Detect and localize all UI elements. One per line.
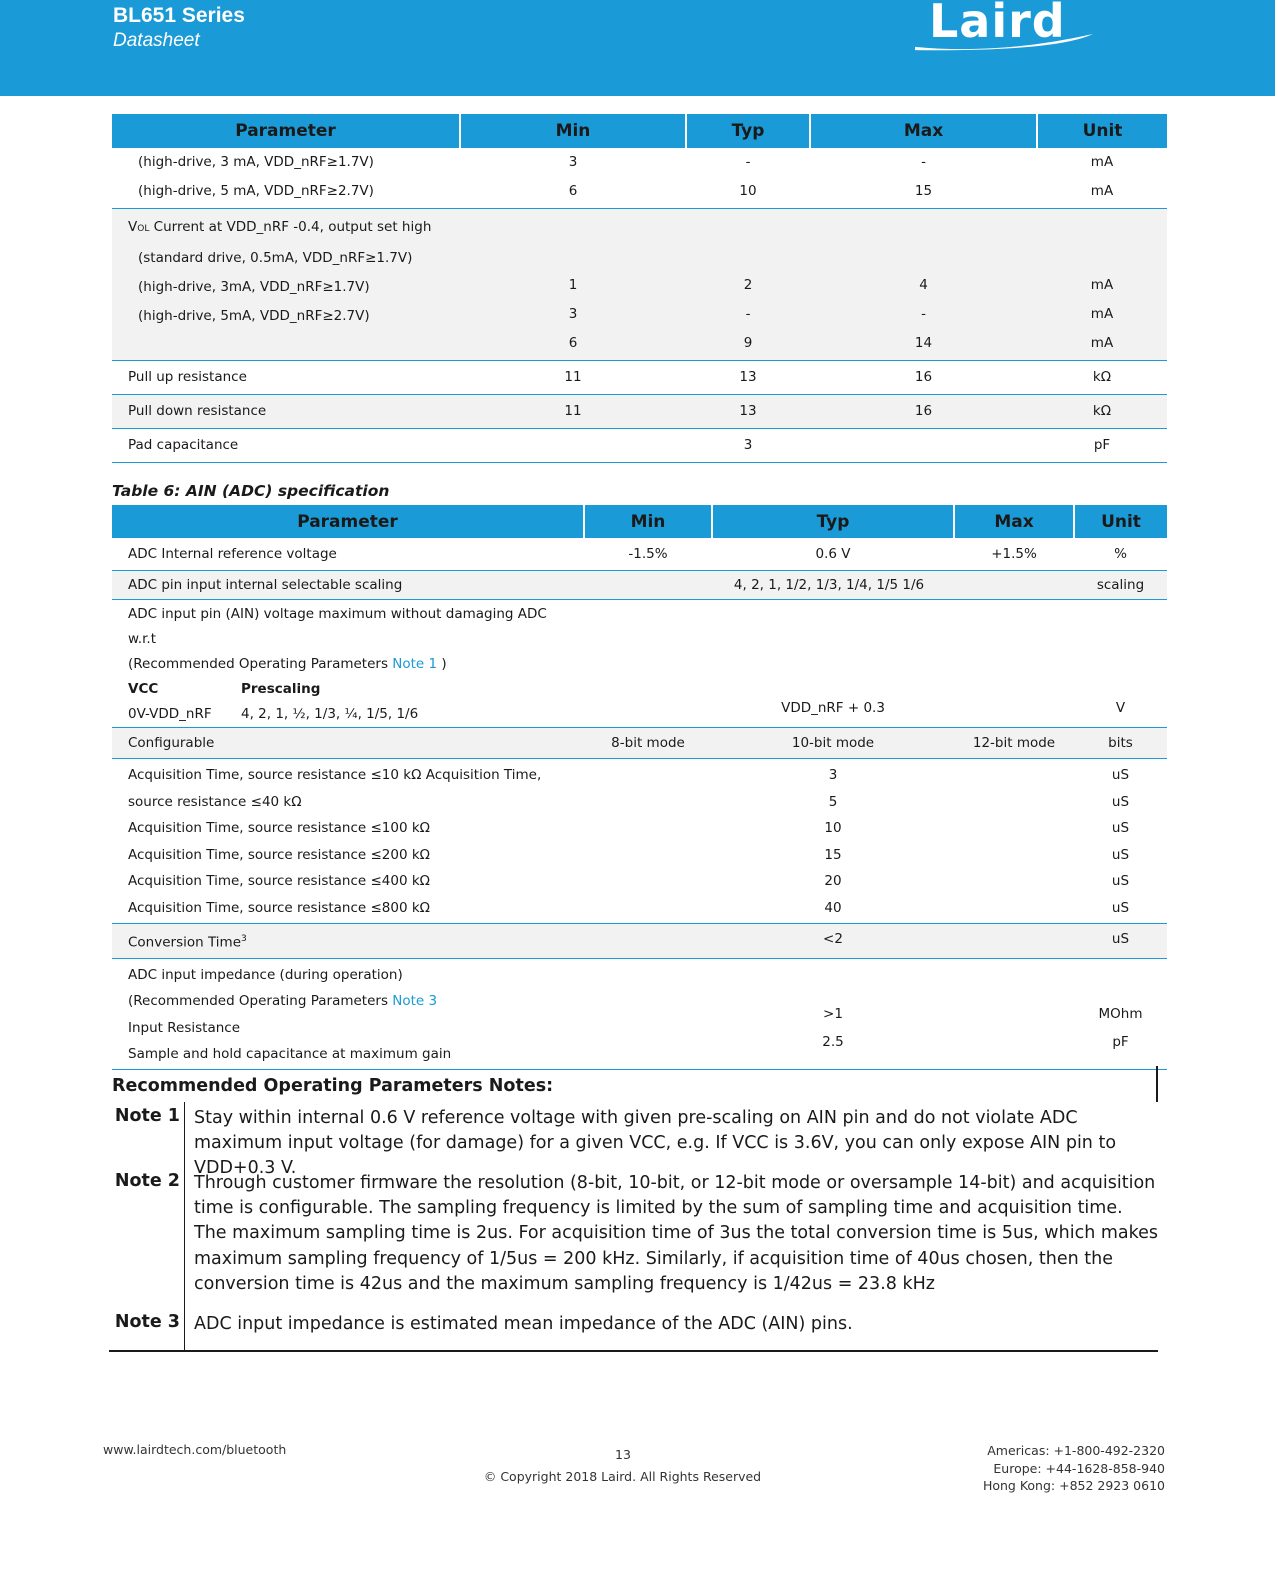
min-cell: 1 3 6 [460,209,686,361]
typ-cell: 13 [686,395,810,429]
note-3-label: Note 3 [114,1312,180,1332]
param-line: (Recommended Operating Parameters Note 1 ) [128,656,447,672]
param-line: Sample and hold capacitance at maximum gain [128,1046,452,1062]
max-cell: +1.5% [954,538,1074,571]
col-min: Min [460,114,686,148]
table-row [112,759,1167,924]
typ-cell: 13 [686,361,810,395]
col-typ: Typ [686,114,810,148]
max-cell [810,429,1037,463]
typ-cell: 3 5 10 15 20 40 [712,759,954,924]
footer-contacts [983,1442,1165,1495]
min-cell: 11 [460,361,686,395]
typ-cell: 0.6 V [712,538,954,571]
page-number: 13 [615,1447,631,1462]
max-cell [954,958,1074,1069]
min-cell: 3 6 [460,148,686,209]
max-cell: 16 [810,395,1037,429]
table-row [112,538,1167,571]
table-caption: Table 6: AIN (ADC) specification [112,482,390,500]
table-row [112,209,1167,361]
min-cell: -1.5% [584,538,712,571]
typ-cell: 3 [686,429,810,463]
max-cell: 4 - 14 [810,209,1037,361]
col-typ: Typ [712,505,954,538]
adc-spec-table [112,505,1167,1070]
param-line: (standard drive, 0.5mA, VDD_nRF≥1.7V) [138,250,413,266]
footer-copyright: © Copyright 2018 Laird. All Rights Reserved [483,1469,762,1484]
param-line: 0V-VDD_nRF 4, 2, 1, ½, 1/3, ¼, 1/5, 1/6 [128,706,419,722]
unit-cell: bits [1074,728,1167,759]
min-cell [584,924,712,959]
param-line: Acquisition Time, source resistance ≤400 kΩ [128,873,430,889]
table-row [112,958,1167,1069]
note-3-link[interactable]: Note 3 [392,993,438,1009]
col-unit: Unit [1037,114,1167,148]
typ-cell: 2 - 9 [686,209,810,361]
unit-cell: kΩ [1037,395,1167,429]
unit-cell: pF [1037,429,1167,463]
typ-cell: VDD_nRF + 0.3 [712,600,954,728]
param-cell: ADC Internal reference voltage [112,538,584,571]
contact-europe: Europe: +44-1628-858-940 [993,1460,1165,1476]
max-cell: 16 [810,361,1037,395]
param-cell: Pad capacitance [112,429,460,463]
table-header-row [112,505,1167,538]
notes-divider [184,1102,185,1350]
header-doc-type: Datasheet [113,30,200,51]
laird-logo [915,0,1115,60]
max-cell [954,600,1074,728]
table-row [112,429,1167,463]
note-2-label: Note 2 [114,1171,180,1191]
col-parameter: Parameter [112,505,584,538]
param-line: Acquisition Time, source resistance ≤10 kΩ Acquisition Time, [128,767,542,783]
param-line: (high-drive, 5mA, VDD_nRF≥2.7V) [138,308,370,324]
param-line: VCC Prescaling [128,681,321,697]
param-cell [112,958,584,1069]
typ-cell: 4, 2, 1, 1/2, 1/3, 1/4, 1/5 1/6 [584,571,1074,600]
unit-cell: % [1074,538,1167,571]
param-line: Acquisition Time, source resistance ≤100 kΩ [128,820,430,836]
param-cell: ADC pin input internal selectable scaling [112,571,584,600]
min-cell: 8-bit mode [584,728,712,759]
min-cell: 11 [460,395,686,429]
max-cell: 12-bit mode [954,728,1074,759]
param-line: source resistance ≤40 kΩ [128,793,302,810]
unit-cell: mA mA mA [1037,209,1167,361]
table-row [112,728,1167,759]
unit-cell: uS [1074,924,1167,959]
min-cell [460,429,686,463]
table-row [112,600,1167,728]
unit-cell: mA mA [1037,148,1167,209]
param-cell: Pull up resistance [112,361,460,395]
unit-cell: scaling [1074,571,1167,600]
notes-border [1156,1066,1158,1102]
col-unit: Unit [1074,505,1167,538]
min-cell [584,958,712,1069]
param-cell [112,209,460,361]
param-cell: Pull down resistance [112,395,460,429]
unit-cell: uS uS uS uS uS uS [1074,759,1167,924]
param-line: ADC input impedance (during operation) [128,966,403,983]
param-line: Acquisition Time, source resistance ≤200 kΩ [128,846,430,863]
unit-cell: kΩ [1037,361,1167,395]
col-max: Max [810,114,1037,148]
typ-cell: 10-bit mode [712,728,954,759]
param-line: ADC input pin (AIN) voltage maximum without damaging ADC [128,606,547,622]
param-line: (Recommended Operating Parameters Note 3 [128,993,438,1009]
table-row [112,361,1167,395]
unit-cell: MOhm pF [1074,958,1167,1069]
max-cell [954,759,1074,924]
max-cell [954,924,1074,959]
typ-cell: <2 [712,924,954,959]
page-header [0,0,1275,96]
header-series: BL651 Series [113,4,245,27]
table-header-row [112,114,1167,148]
table-row [112,924,1167,959]
notes-bottom-rule [109,1350,1158,1352]
param-cell [112,600,584,728]
min-cell [584,759,712,924]
param-line: w.r.t [128,631,156,647]
table-row [112,571,1167,600]
param-line: (high-drive, 5 mA, VDD_nRF≥2.7V) [138,183,374,199]
col-parameter: Parameter [112,114,460,148]
note-3-text: ADC input impedance is estimated mean impedance of the ADC (AIN) pins. [194,1314,853,1334]
typ-cell: - 10 [686,148,810,209]
note-1-label: Note 1 [114,1106,180,1126]
param-line: (high-drive, 3 mA, VDD_nRF≥1.7V) [138,154,374,170]
contact-hongkong: Hong Kong: +852 2923 0610 [982,1478,1165,1493]
contact-americas: Americas: +1-800-492-2320 [987,1443,1165,1458]
logo-text: Laird [929,0,1066,48]
max-cell: - 15 [810,148,1037,209]
unit-cell: V [1074,600,1167,728]
footer-url[interactable]: www.lairdtech.com/bluetooth [103,1442,287,1457]
note-1-text: Stay within internal 0.6 V reference voltage with given pre-scaling on AIN pin and do not violate ADC maximum input voltage (for damage) for a given VCC, e.g. If VCC is 3.6V, you can only expose AIN pin to VDD+0.3 V. [194,1108,1117,1179]
note-1-link[interactable]: Note 1 [392,656,438,672]
digital-io-table [112,114,1167,463]
col-min: Min [584,505,712,538]
param-line: Acquisition Time, source resistance ≤800 kΩ [128,899,430,916]
param-line: Input Resistance [128,1019,240,1036]
min-cell [584,600,712,728]
col-max: Max [954,505,1074,538]
note-2-text: Through customer firmware the resolution (8-bit, 10-bit, or 12-bit mode or oversample 14-bit) and acquisition time is configurable. The sampling frequency is limited by the sum of sampling time and acquisition time. The maximum sampling time is 2us. For acquisition time of 3us the total conversion time is 5us, which makes maximum sampling frequency of 1/5us = 200 kHz. Similarly, if acquisition time of 40us chosen, then the conversion time is 42us and the maximum sampling frequency is 1/42us = 23.8 kHz [194,1173,1159,1294]
param-cell: Configurable [112,728,584,759]
param-cell [112,759,584,924]
param-cell: Conversion Time$^3$ [112,924,584,959]
param-line: VOL Current at VDD_nRF -0.4, output set high [128,219,432,235]
typ-cell: >1 2.5 [712,958,954,1069]
table-row [112,395,1167,429]
table-row [112,148,1167,209]
notes-title: Recommended Operating Parameters Notes: [112,1076,554,1096]
param-line: (high-drive, 3mA, VDD_nRF≥1.7V) [138,279,370,295]
param-cell [112,148,460,209]
